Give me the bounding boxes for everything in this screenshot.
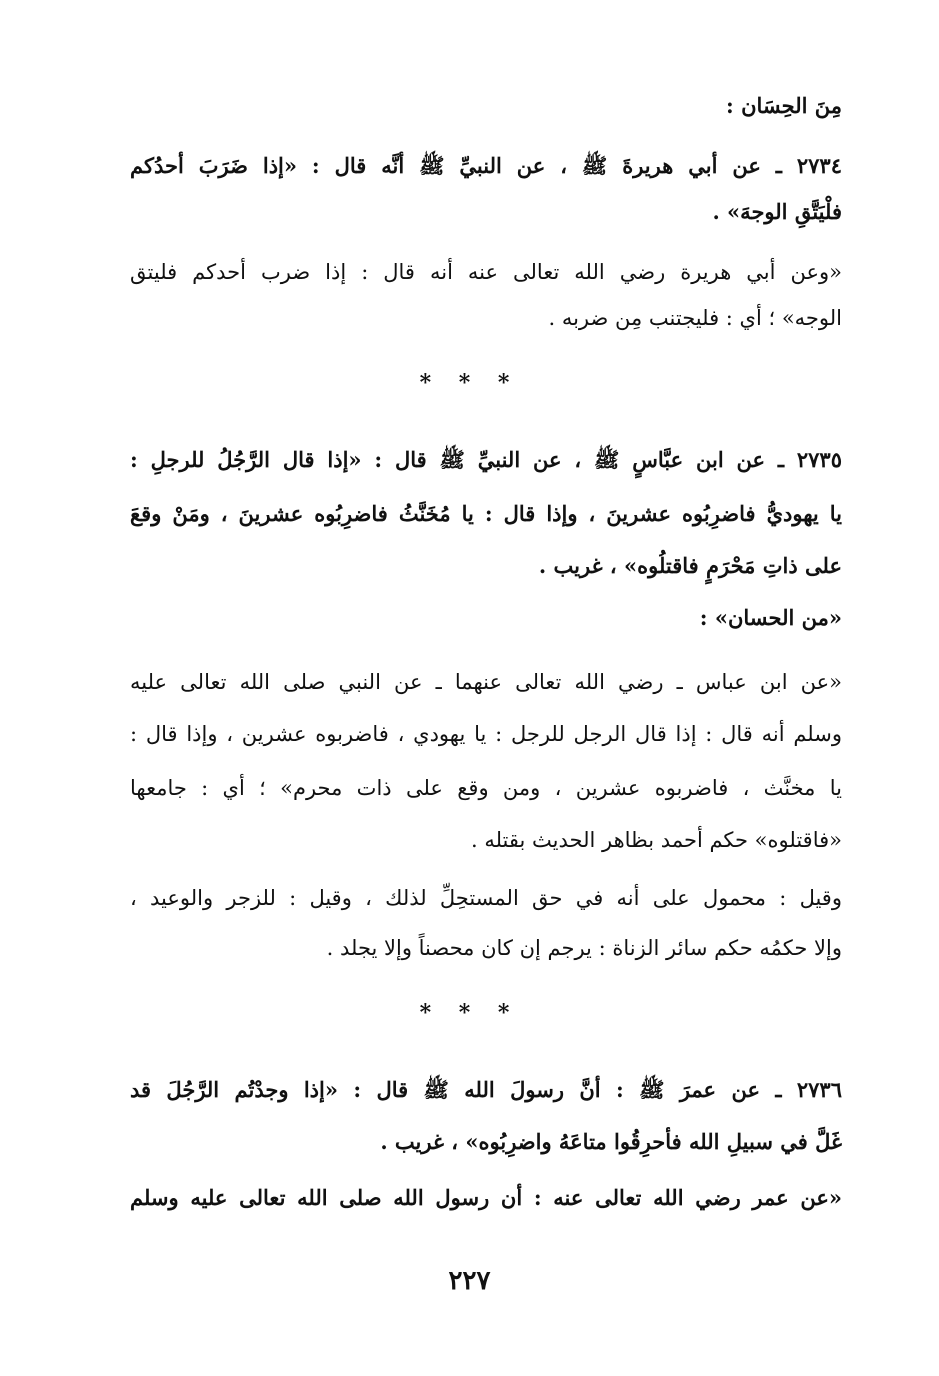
commentary-2735-line-2: وسلم أنه قال : إذا قال الرجل للرجل : يا يهودي ، فاضربوه عشرين ، وإذا قال : bbox=[130, 722, 842, 746]
commentary-2735-line-3: يا مخنَّث ، فاضربوه عشرين ، ومن وقع على ذات محرم» ؛ أي : جامعها bbox=[130, 776, 842, 800]
section-heading: مِنَ الحِسَان : bbox=[726, 93, 842, 118]
hadith-2734-line-2: فلْيَتَّقِ الوجهَ» . bbox=[712, 199, 842, 224]
subheading-min-al-hisan: «من الحسان» : bbox=[699, 605, 842, 630]
commentary-2734-line-2: الوجه» ؛ أي : فليجتنب مِن ضربه . bbox=[548, 306, 842, 330]
hadith-2735-line-3: على ذاتِ مَحْرَمٍ فاقتلُوه» ، غريب . bbox=[538, 553, 842, 578]
hadith-2734-line-1: ٢٧٣٤ ـ عن أبي هريرةَ ﷺ ، عن النبيِّ ﷺ أنَّه قال : «إذا ضَرَبَ أحدُكم bbox=[130, 153, 842, 178]
commentary-2736-line-1: «عن عمر رضي الله تعالى عنه : أن رسول الله صلى الله تعالى عليه وسلم bbox=[130, 1185, 842, 1210]
commentary-2735-line-4: «فاقتلوه» حكم أحمد بظاهر الحديث بقتله . bbox=[471, 828, 842, 852]
hadith-2736-line-1: ٢٧٣٦ ـ عن عمرَ ﷺ : أنَّ رسولَ الله ﷺ قال : «إذا وجدْتُم الرَّجُلَ قد bbox=[130, 1077, 842, 1102]
hadith-2735-line-2: يا يهوديُّ فاضرِبُوه عشرينَ ، وإذا قال : يا مُخَنَّثُ فاضرِبُوه عشرينَ ، ومَنْ وقعَ bbox=[130, 501, 842, 526]
commentary-2735-line-5: وقيل : محمول على أنه في حق المستحِلِّ لذلك ، وقيل : للزجر والوعيد ، bbox=[130, 886, 842, 910]
commentary-2735-line-6: وإلا حكمُه حكم سائر الزناة : يرجم إن كان محصناً وإلا يجلد . bbox=[326, 936, 842, 960]
hadith-2736-line-2: غَلَّ في سبيلِ الله فأحرِقُوا متاعَهُ واضرِبُوه» ، غريب . bbox=[380, 1129, 842, 1154]
page-number: ٢٢٧ bbox=[448, 1266, 491, 1296]
commentary-2735-line-1: «عن ابن عباس ـ رضي الله تعالى عنهما ـ عن النبي صلى الله تعالى عليه bbox=[130, 670, 842, 694]
hadith-2735-line-1: ٢٧٣٥ ـ عن ابن عبَّاسٍ ﷺ ، عن النبيِّ ﷺ قال : «إذا قال الرَّجُلُ للرجلِ : bbox=[130, 447, 842, 472]
commentary-2734-line-1: «وعن أبي هريرة رضي الله تعالى عنه أنه قال : إذا ضرب أحدكم فليتق bbox=[130, 260, 842, 284]
separator-stars: * * * bbox=[419, 370, 520, 396]
separator-stars: * * * bbox=[419, 1000, 520, 1026]
